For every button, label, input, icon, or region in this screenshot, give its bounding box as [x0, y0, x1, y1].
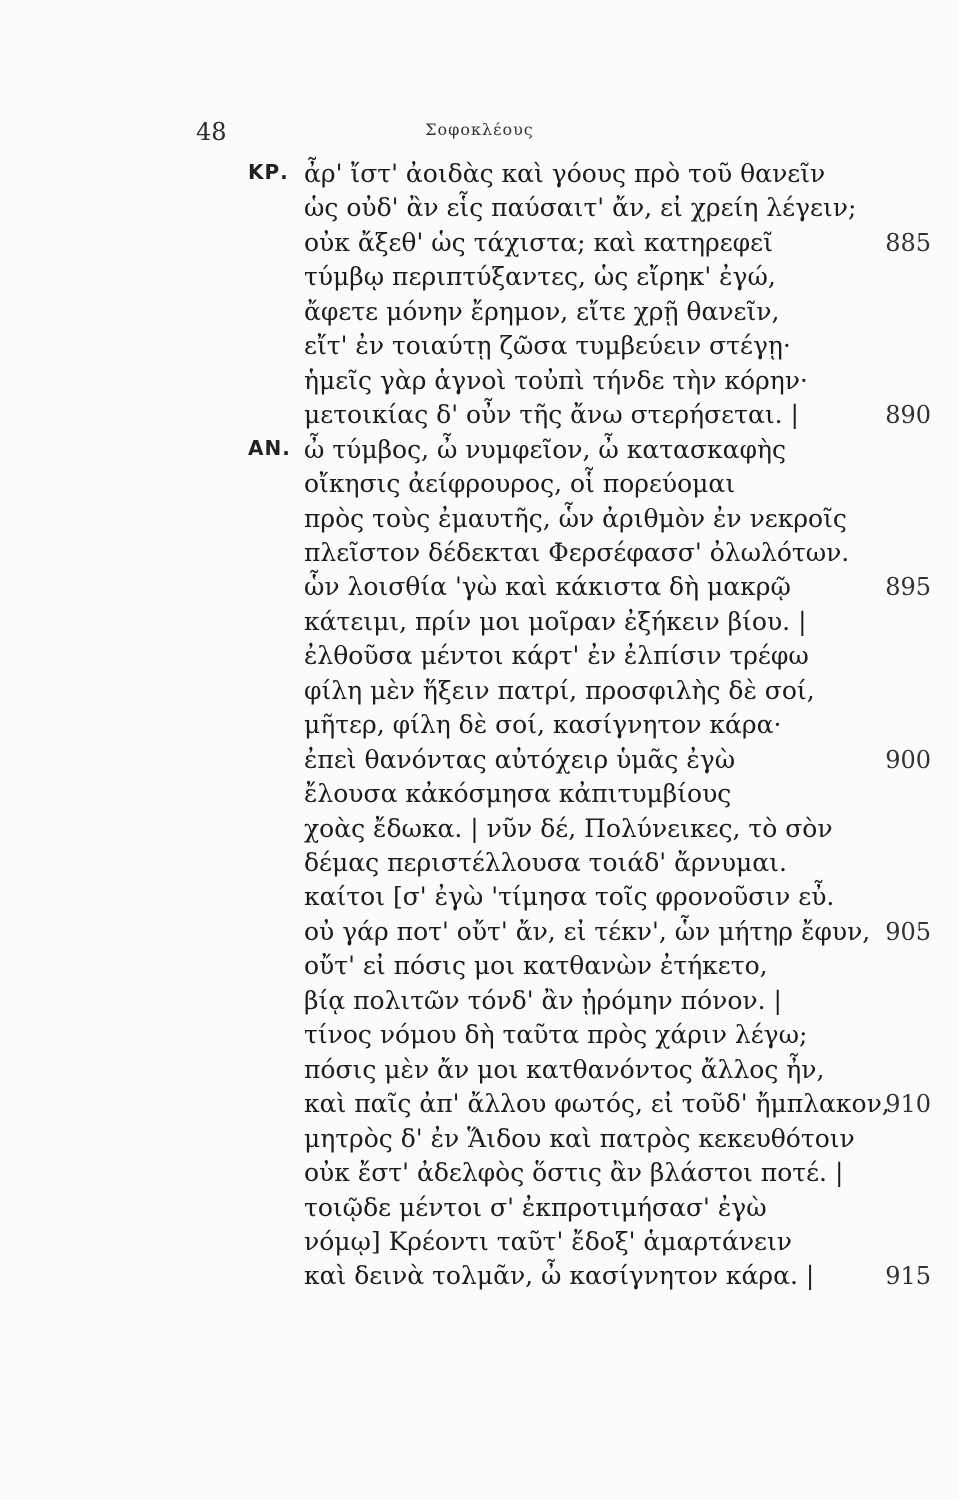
verse-text: φίλη μὲν ἥξειν πατρί, προσφιλὴς δὲ σοί, — [304, 675, 815, 705]
verse-line — [0, 468, 959, 502]
verse-text: καὶ δεινὰ τολμᾶν, ὦ κασίγνητον κάρα. | — [304, 1261, 815, 1291]
verse-text: εἴτ' ἐν τοιαύτῃ ζῶσα τυμβεύειν στέγῃ· — [304, 331, 791, 361]
verse-line — [0, 1088, 959, 1122]
verse-line — [0, 985, 959, 1019]
verse-line — [0, 1019, 959, 1053]
verse-text: τύμβῳ περιπτύξαντες, ὡς εἴρηκ' ἐγώ, — [304, 262, 776, 292]
line-number: 895 — [885, 573, 931, 602]
speaker-label: ΑΝ. — [248, 435, 291, 460]
verse-text: ἐπεὶ θανόντας αὐτόχειρ ὑμᾶς ἐγὼ — [304, 744, 736, 774]
verse-line — [0, 296, 959, 330]
verse-line — [0, 227, 959, 261]
verse-text: ὡς οὐδ' ἂν εἷς παύσαιτ' ἄν, εἰ χρείη λέγειν; — [304, 193, 857, 223]
line-number: 885 — [885, 228, 931, 257]
verse-text: ὧν λοισθία 'γὼ καὶ κάκιστα δὴ μακρῷ — [304, 572, 791, 602]
verse-text: ὦ τύμβος, ὦ νυμφεῖον, ὦ κατασκαφὴς — [304, 434, 786, 464]
verse-text: καὶ παῖς ἀπ' ἄλλου φωτός, εἰ τοῦδ' ἤμπλακον, — [304, 1089, 890, 1119]
verse-text: οὔτ' εἰ πόσις μοι κατθανὼν ἐτήκετο, — [304, 951, 768, 981]
verse-line — [0, 744, 959, 778]
verse-line — [0, 1260, 959, 1294]
verse-line — [0, 675, 959, 709]
verse-line — [0, 1192, 959, 1226]
line-number: 900 — [885, 745, 931, 774]
verse-line — [0, 950, 959, 984]
verse-text: χοὰς ἔδωκα. | νῦν δέ, Πολύνεικες, τὸ σὸν — [304, 813, 833, 843]
line-number: 910 — [885, 1090, 931, 1119]
verse-line — [0, 434, 959, 468]
verse-line — [0, 1054, 959, 1088]
verse-text: τοιῷδε μέντοι σ' ἐκπροτιμήσασ' ἐγὼ — [304, 1192, 767, 1222]
verse-text: κάτειμι, πρίν μοι μοῖραν ἐξήκειν βίου. | — [304, 606, 807, 636]
verse-line — [0, 503, 959, 537]
verse-line — [0, 399, 959, 433]
verse-line — [0, 192, 959, 226]
verse-line — [0, 778, 959, 812]
verse-line — [0, 365, 959, 399]
line-number: 915 — [885, 1262, 931, 1291]
verse-line — [0, 158, 959, 192]
verse-line — [0, 571, 959, 605]
line-number: 890 — [885, 401, 931, 430]
verse-line — [0, 916, 959, 950]
speaker-label: ΚΡ. — [248, 160, 289, 184]
verse-text: οἴκησις ἀείφρουρος, οἷ πορεύομαι — [304, 469, 736, 499]
running-head: Σοφοκλέους — [425, 120, 534, 139]
verse-line — [0, 847, 959, 881]
verse-text: οὐκ ἄξεθ' ὡς τάχιστα; καὶ κατηρεφεῖ — [304, 227, 773, 257]
verse-text: βίᾳ πολιτῶν τόνδ' ἂν ᾐρόμην πόνον. | — [304, 985, 782, 1015]
verse-text: ἄφετε μόνην ἔρημον, εἴτε χρῇ θανεῖν, — [304, 296, 780, 326]
verse-line — [0, 640, 959, 674]
verse-line — [0, 537, 959, 571]
verse-line — [0, 709, 959, 743]
verse-text: ἆρ' ἴστ' ἀοιδὰς καὶ γόους πρὸ τοῦ θανεῖν — [304, 159, 826, 188]
verse-text: μητρὸς δ' ἐν Ἅιδου καὶ πατρὸς κεκευθότοιν — [304, 1123, 855, 1153]
verse-text: καίτοι [σ' ἐγὼ 'τίμησα τοῖς φρονοῦσιν εὖ. — [304, 882, 835, 912]
verse-text: ἐλθοῦσα μέντοι κάρτ' ἐν ἐλπίσιν τρέφω — [304, 641, 809, 671]
verse-text: ἔλουσα κἀκόσμησα κἀπιτυμβίους — [304, 779, 732, 809]
verse-line — [0, 606, 959, 640]
page-number: 48 — [196, 118, 227, 146]
verse-line — [0, 1123, 959, 1157]
verse-text: μετοικίας δ' οὖν τῆς ἄνω στερήσεται. | — [304, 400, 799, 430]
line-number: 905 — [885, 917, 931, 946]
verse-text: πόσις μὲν ἄν μοι κατθανόντος ἄλλος ἦν, — [304, 1054, 825, 1084]
verse-text: νόμῳ] Κρέοντι ταῦτ' ἔδοξ' ἁμαρτάνειν — [304, 1226, 792, 1256]
verse-text: τίνος νόμου δὴ ταῦτα πρὸς χάριν λέγω; — [304, 1020, 808, 1050]
verse-text: οὐκ ἔστ' ἀδελφὸς ὅστις ἂν βλάστοι ποτέ. | — [304, 1158, 844, 1188]
verse-line — [0, 881, 959, 915]
verse-text: οὐ γάρ ποτ' οὔτ' ἄν, εἰ τέκν', ὧν μήτηρ ἔφυν, — [304, 916, 871, 946]
verse-text: δέμας περιστέλλουσα τοιάδ' ἄρνυμαι. — [304, 848, 787, 877]
verse-line — [0, 330, 959, 364]
verse-text: μῆτερ, φίλη δὲ σοί, κασίγνητον κάρα· — [304, 710, 782, 740]
verse-line — [0, 1157, 959, 1191]
verse-line — [0, 261, 959, 295]
verse-line — [0, 813, 959, 847]
verse-line — [0, 1226, 959, 1260]
verse-text: πρὸς τοὺς ἐμαυτῆς, ὧν ἀριθμὸν ἐν νεκροῖς — [304, 503, 847, 533]
verse-text: πλεῖστον δέδεκται Φερσέφασσ' ὀλωλότων. — [304, 537, 850, 567]
verse-text: ἡμεῖς γὰρ ἁγνοὶ τοὐπὶ τήνδε τὴν κόρην· — [304, 365, 808, 395]
